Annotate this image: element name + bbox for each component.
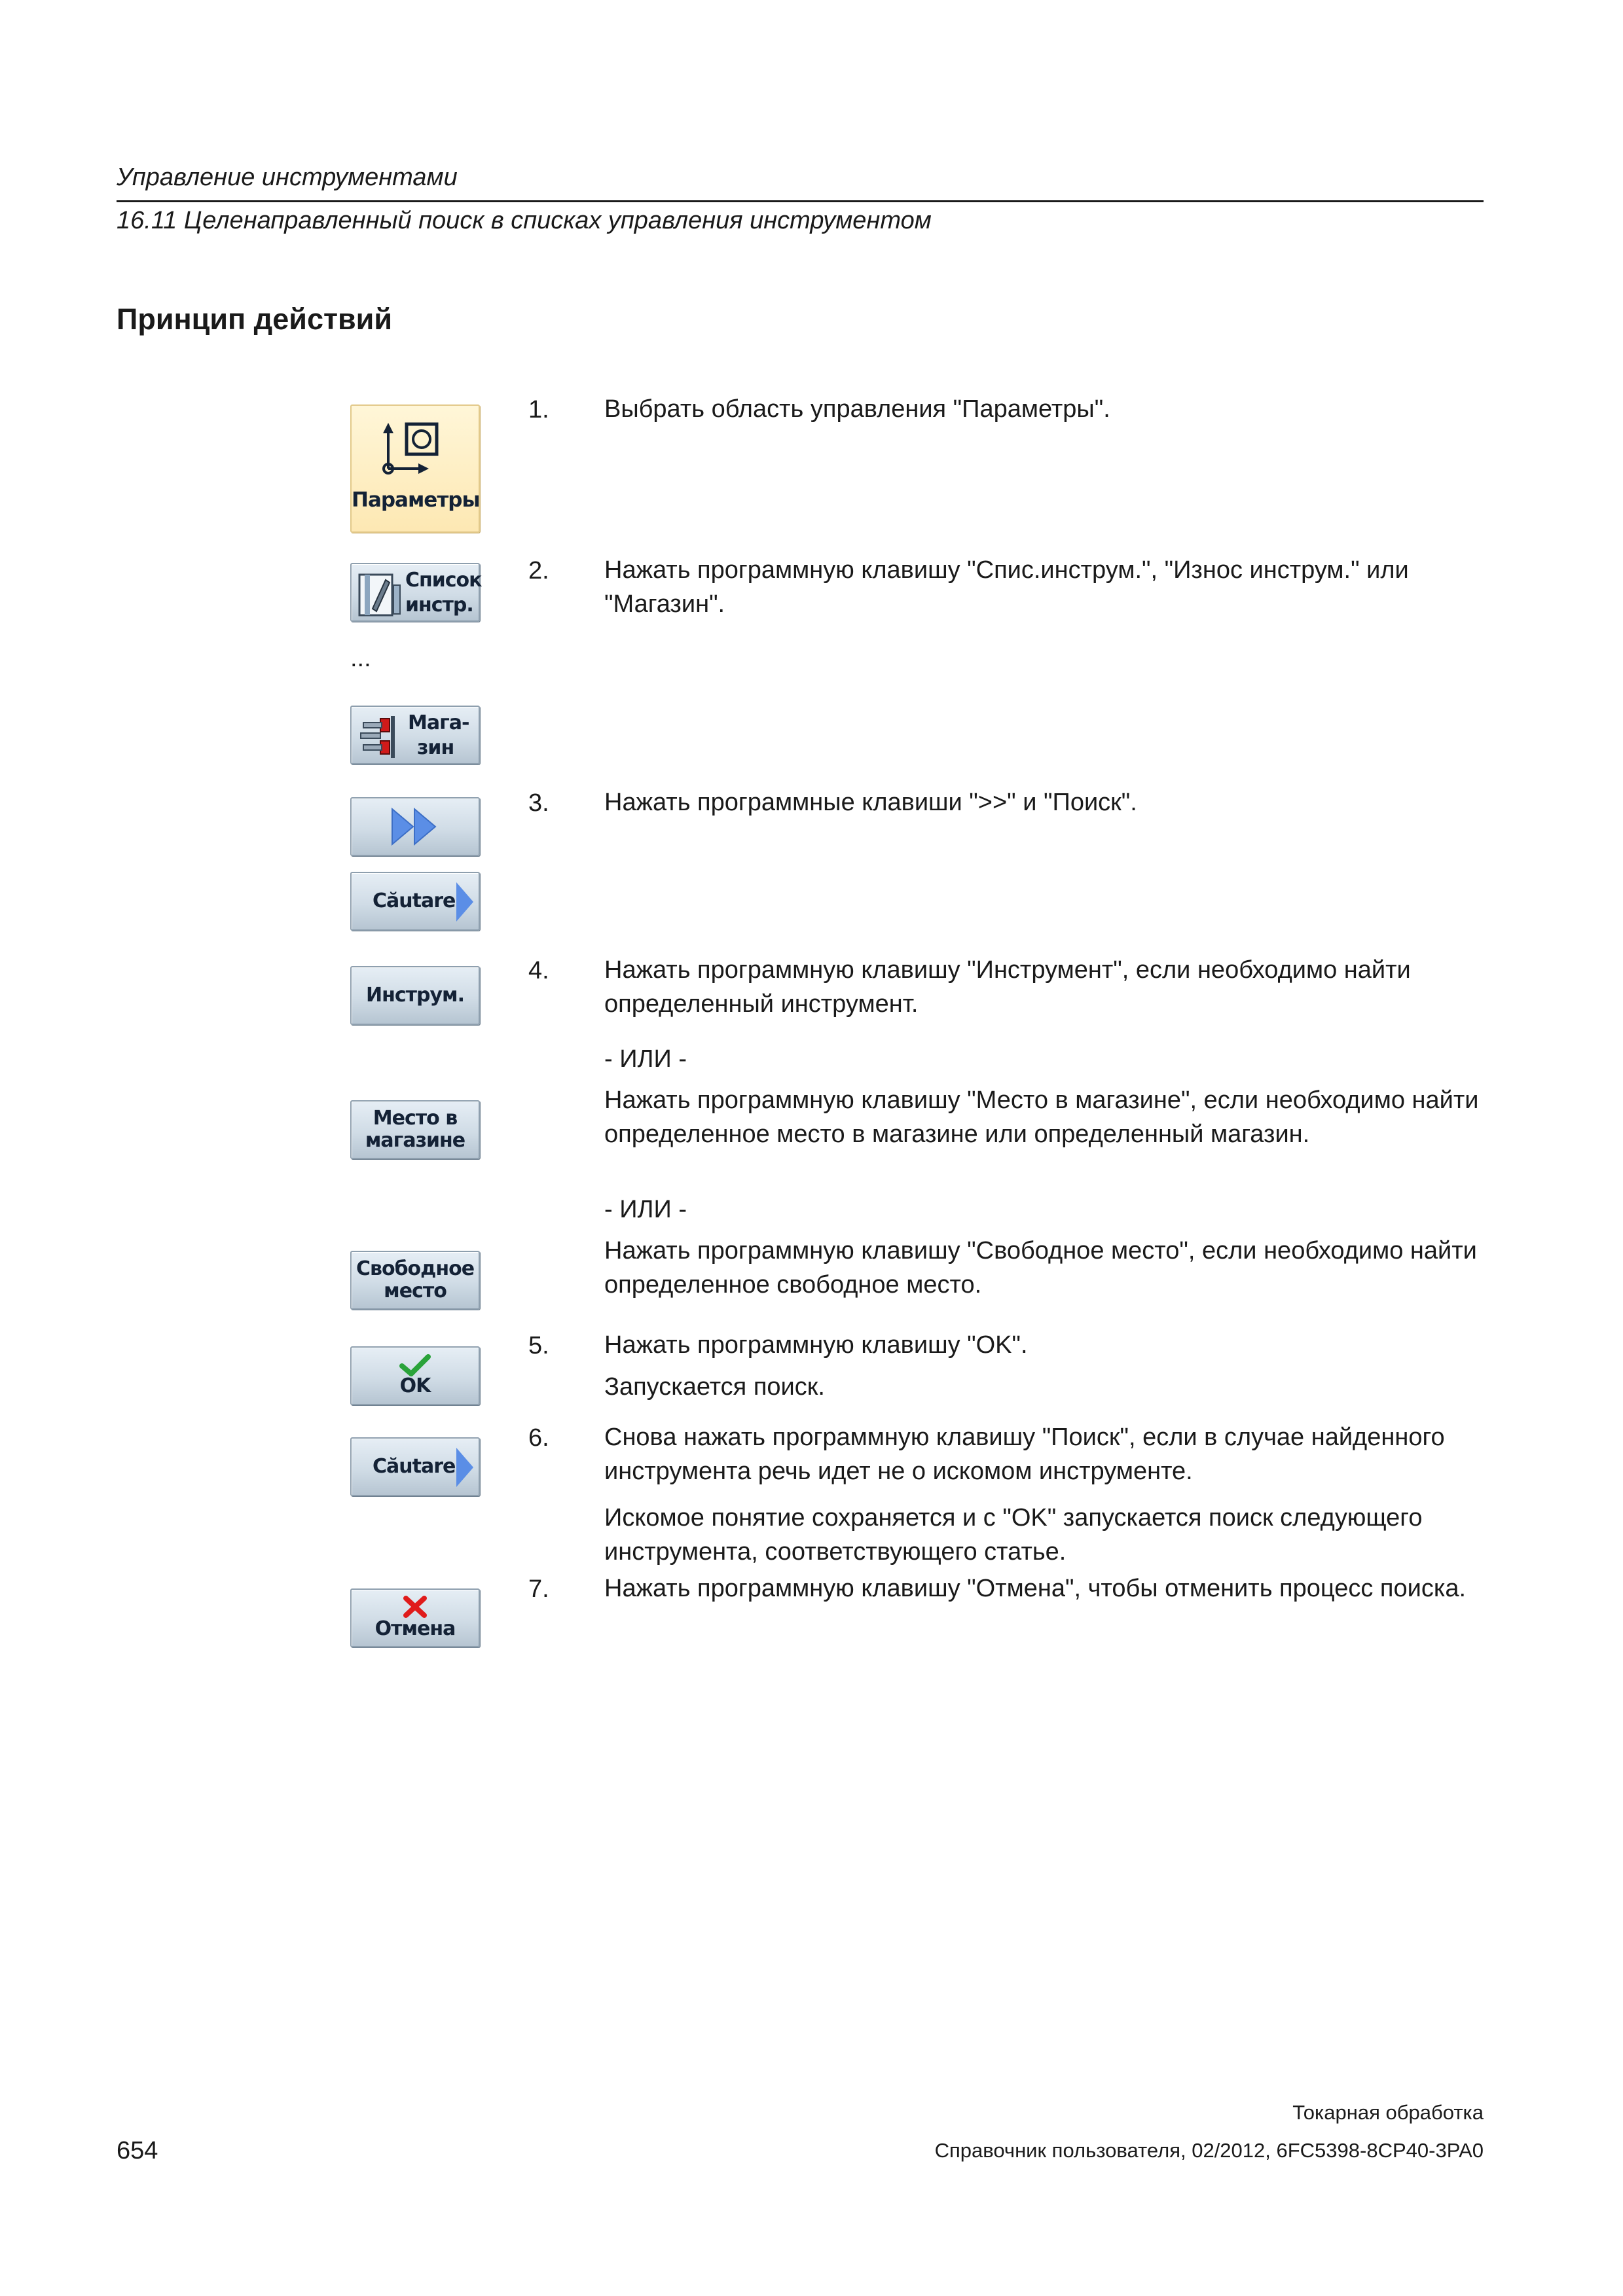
arrow-right-icon: [455, 1446, 475, 1488]
step-3-number: 3.: [528, 789, 549, 817]
step-7-text: Нажать программную клавишу "Отмена", чтобы отменить процесс поиска.: [604, 1575, 1467, 1602]
free-place-label-line2: место: [384, 1280, 447, 1302]
step-2-text: Нажать программную клавишу "Спис.инструм.", "Износ инструм." или "Магазин".: [604, 556, 1409, 618]
step-5-text: Нажать программную клавишу "OK".: [604, 1331, 1028, 1359]
step-6-text: Снова нажать программную клавишу "Поиск", если в случае найденного инструмента речь идет не о искомом инструменте.: [604, 1424, 1445, 1485]
ok-softkey-label: OK: [399, 1374, 431, 1397]
step-3-text: Нажать программные клавиши ">>" и "Поиск".: [604, 789, 1137, 816]
checkmark-icon: [399, 1354, 431, 1376]
ellipsis: ...: [350, 645, 371, 672]
parameters-softkey[interactable]: [350, 404, 480, 533]
footer-title: Токарная обработка: [1292, 2101, 1484, 2124]
step-4-number: 4.: [528, 957, 549, 984]
magazine-location-label-line1: Место в: [373, 1107, 458, 1130]
magazine-label-line2: зин: [417, 736, 454, 759]
arrow-right-icon: [455, 881, 475, 923]
magazine-location-softkey[interactable]: [350, 1100, 480, 1159]
header-rule: [117, 200, 1484, 202]
magazine-softkey[interactable]: [350, 706, 480, 764]
step-4-alternative-2: Нажать программную клавишу "Свободное место", если необходимо найти определенное свободное место.: [604, 1237, 1477, 1299]
tool-list-icon: [357, 571, 403, 619]
parameters-icon: [378, 418, 450, 483]
page-number: 654: [117, 2137, 158, 2164]
running-header-chapter: Управление инструментами: [117, 164, 458, 191]
tool-softkey-label: Инструм.: [366, 984, 464, 1007]
tool-list-softkey[interactable]: [350, 563, 480, 622]
running-header-section: 16.11 Целенаправленный поиск в списках управления инструментом: [117, 207, 932, 234]
step-4-or-2: - ИЛИ -: [604, 1196, 687, 1223]
step-4-text: Нажать программную клавишу "Инструмент", если необходимо найти определенный инструмент.: [604, 956, 1411, 1018]
tool-softkey[interactable]: [350, 966, 480, 1025]
magazine-location-label-line2: магазине: [365, 1129, 465, 1152]
search-softkey[interactable]: [350, 872, 480, 931]
step-2-number: 2.: [528, 557, 549, 584]
footer-reference: Справочник пользователя, 02/2012, 6FC5398-8CP40-3PA0: [934, 2139, 1484, 2162]
step-6-number: 6.: [528, 1424, 549, 1452]
cancel-softkey[interactable]: [350, 1588, 480, 1647]
free-place-softkey[interactable]: [350, 1251, 480, 1310]
magazine-label-line1: Мага-: [408, 711, 469, 734]
step-7-number: 7.: [528, 1575, 549, 1603]
search-softkey-label: Căutare: [373, 889, 456, 912]
free-place-label-line1: Свободное: [356, 1257, 475, 1280]
step-1-text: Выбрать область управления "Параметры".: [604, 395, 1110, 423]
step-4-alternative-1: Нажать программную клавишу "Место в магазине", если необходимо найти определенное место в магазине или определенный магазин.: [604, 1086, 1479, 1148]
step-5-result: Запускается поиск.: [604, 1373, 825, 1401]
step-6-note: Искомое понятие сохраняется и с "OK" запускается поиск следующего инструмента, соответствующего статье.: [604, 1504, 1423, 1566]
parameters-softkey-label: Параметры: [352, 488, 480, 512]
double-chevron-right-icon: [386, 804, 445, 850]
search-again-softkey[interactable]: [350, 1437, 480, 1496]
section-title: Принцип действий: [117, 302, 392, 336]
search-again-softkey-label: Căutare: [373, 1455, 456, 1478]
tool-list-label-line2: инстр.: [405, 594, 473, 617]
magazine-icon: [357, 713, 404, 762]
ok-softkey[interactable]: [350, 1346, 480, 1405]
tool-list-label-line1: Список: [405, 569, 482, 592]
step-4-or-1: - ИЛИ -: [604, 1045, 687, 1073]
next-softkey[interactable]: [350, 797, 480, 856]
step-5-number: 5.: [528, 1332, 549, 1359]
close-icon: [402, 1596, 428, 1618]
cancel-softkey-label: Отмена: [374, 1617, 456, 1640]
step-1-number: 1.: [528, 396, 549, 423]
